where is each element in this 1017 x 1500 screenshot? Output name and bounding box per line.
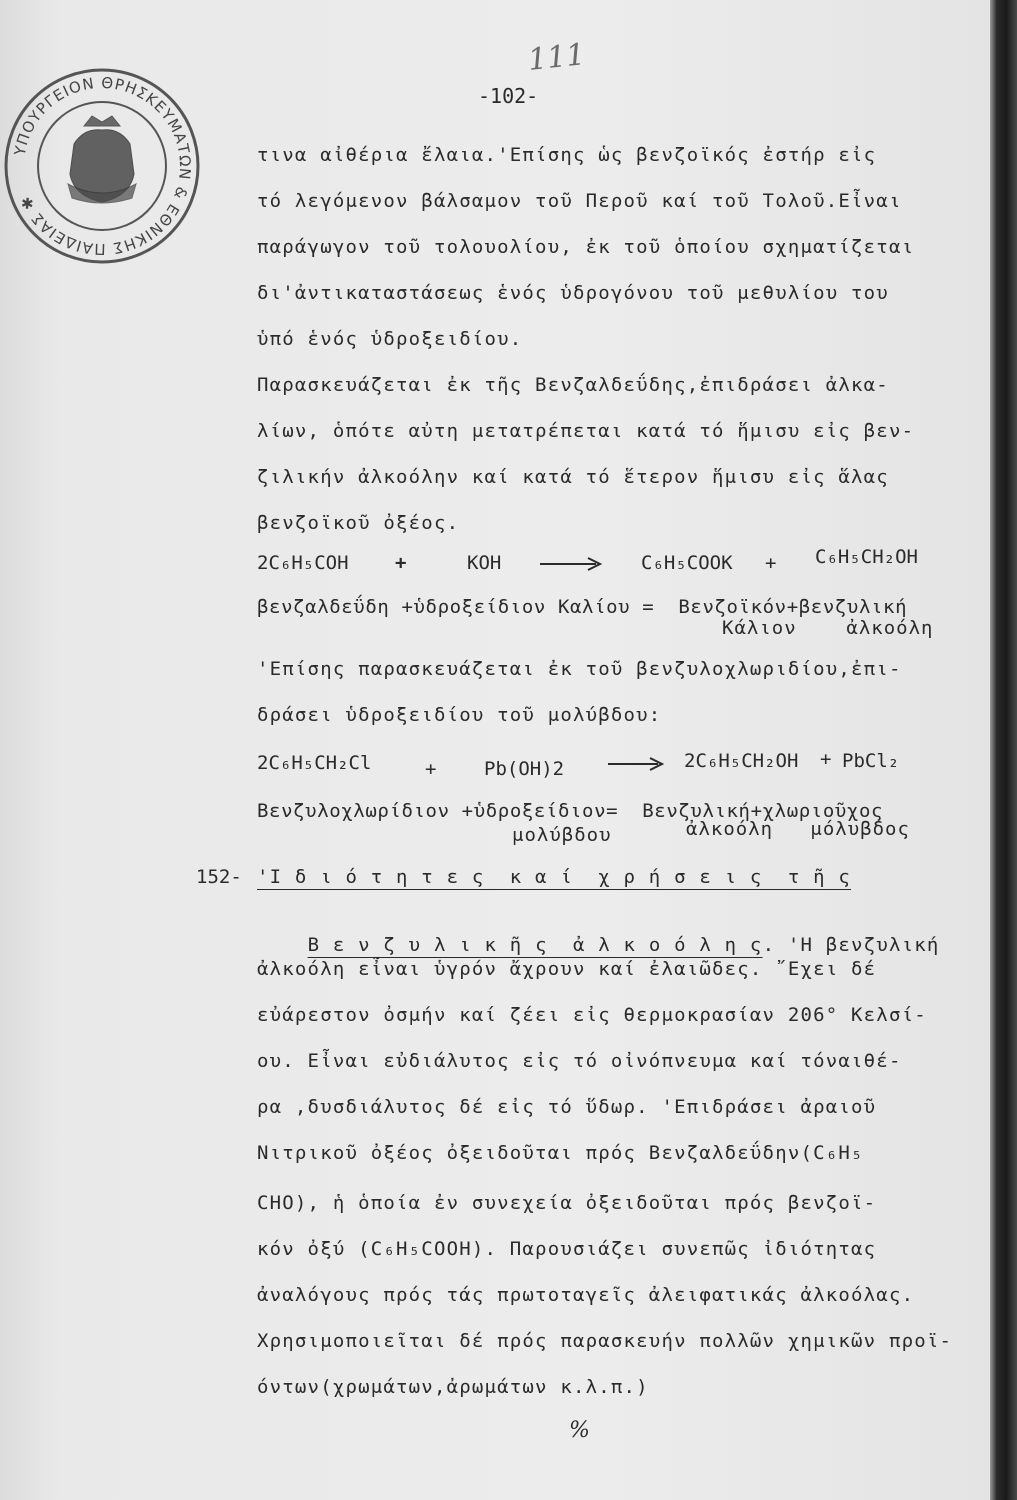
text-line: τινα αἰθέρια ἔλαια.'Επίσης ὡς βενζοϊκός ἐστήρ εἰς [257, 144, 877, 166]
text-line: ζιλικήν ἀλκοόλην καί κατά τό ἕτερον ἥμισυ εἰς ἅλας [257, 466, 889, 488]
official-seal [2, 66, 202, 266]
text-line: ου. Εἶναι εὐδιάλυτος εἰς τό οἰνόπνευμα καί τόναιθέ- [257, 1050, 902, 1072]
text-line: Νιτρικοῦ ὀξέος ὀξειδοῦται πρός Βενζαλδεΰδην(C₆H₅ [257, 1142, 864, 1164]
eq1-names: βενζαλδεΰδη +ὑδροξείδιον Καλίου = Βενζοϊκόν+βενζυλική [257, 596, 908, 618]
section-number: 152- [196, 866, 242, 888]
handwritten-folio-number: 111 [526, 37, 587, 78]
reaction-arrow-icon [540, 556, 602, 572]
svg-text:ΥΠΟΥΡΓΕΙΟΝ ΘΡΗΣΚΕΥΜΑΤΩΝ & ΕΘΝΙ: ΥΠΟΥΡΓΕΙΟΝ ΘΡΗΣΚΕΥΜΑΤΩΝ & ΕΘΝΙΚΗΣ ΠΑΙΔΕΙΑΣ ✱ [10, 73, 195, 259]
eq1-plus: + [395, 552, 407, 574]
eq1-reactant2: KOH [467, 552, 502, 574]
section-title: Β ε ν ζ υ λ ι κ ῆ ς ἀ λ κ ο ό λ η ς [307, 934, 763, 956]
text-line: ἀναλόγους πρός τάς πρωτοταγεῖς ἀλειφατικάς ἀλκοόλας. [257, 1284, 915, 1306]
eq2-plus: + [820, 748, 832, 770]
text-line: δι'ἀντικαταστάσεως ἑνός ὑδρογόνου τοῦ μεθυλίου του [257, 282, 889, 304]
eq2-product1: 2C₆H₅CH₂OH [684, 750, 799, 772]
eq2-names: Βενζυλοχλωρίδιον +ὑδροξείδιον= Βενζυλική+χλωριοῦχος [257, 800, 884, 822]
page-number: -102- [478, 84, 539, 108]
eq1-reactant1: 2C₆H₅COH [257, 552, 349, 574]
footer-mark: % [569, 1418, 590, 1443]
eq2-names-sub: ἀλκοόλη μόλυβδος [686, 818, 910, 840]
text-line: CHO), ἡ ὁποία ἐν συνεχεία ὀξειδοῦται πρός βενζοϊ- [257, 1192, 877, 1214]
eq1-product2: C₆H₅CH₂OH [815, 546, 918, 568]
eq2-reactant2: Pb(OH)2 [484, 758, 565, 780]
section-title: 'Ι δ ι ό τ η τ ε ς κ α ί χ ρ ή σ ε ι ς τ ῆ ς [257, 866, 852, 888]
text-line: ἀλκοόλη εἶναι ὑγρόν ἄχρουν καί ἐλαιῶδες. ῎Εχει δέ [257, 958, 877, 980]
text-line: ρα ,δυσδιάλυτος δέ εἰς τό ὕδωρ. 'Επιδράσει ἀραιοῦ [257, 1096, 877, 1118]
text-line: λίων, ὁπότε αὐτη μετατρέπεται κατά τό ἥμισυ εἰς βεν- [257, 420, 915, 442]
eq2-names-sub: μολύβδου [512, 824, 612, 846]
eq2-plus: + [425, 758, 437, 780]
eq1-names-sub: Κάλιον ἀλκοόλη [722, 617, 934, 639]
text-line: Παρασκευάζεται ἐκ τῆς Βενζαλδεΰδης,ἐπιδράσει ἀλκα- [257, 374, 889, 396]
text-line: 'Επίσης παρασκευάζεται ἐκ τοῦ βενζυλοχλωριδίου,ἐπι- [257, 658, 902, 680]
text-line: τό λεγόμενον βάλσαμον τοῦ Περοῦ καί τοῦ Τολοῦ.Εἶναι [257, 190, 902, 212]
text-line: κόν ὀξύ (C₆H₅COOH). Παρουσιάζει συνεπῶς ἰδιότητας [257, 1238, 877, 1260]
text-line: βενζοϊκοῦ ὀξέος. [257, 512, 460, 534]
binding-edge [990, 0, 1017, 1500]
text-line: Χρησιμοποιεῖται δέ πρός παρασκευήν πολλῶν χημικῶν προϊ- [257, 1330, 953, 1352]
text-line: παράγωγον τοῦ τολουολίου, ἐκ τοῦ ὁποίου σχηματίζεται [257, 236, 915, 258]
text-line: όντων(χρωμάτων,ἀρωμάτων κ.λ.π.) [257, 1376, 649, 1398]
eq1-plus: + [765, 552, 777, 574]
text-line: εὐάρεστον ὀσμήν καί ζέει εἰς θερμοκρασίαν 206° Κελσί- [257, 1004, 927, 1026]
eq2-product2: PbCl₂ [842, 750, 900, 772]
eq2-reactant1: 2C₆H₅CH₂Cl [257, 752, 372, 774]
text-line: δράσει ὑδροξειδίου τοῦ μολύβδου: [257, 704, 662, 726]
eq1-product1: C₆H₅COOK [641, 552, 733, 574]
section-title-tail: . 'Η βενζυλική [762, 934, 940, 956]
text-line: ὑπό ἑνός ὑδροξειδίου. [257, 328, 523, 350]
reaction-arrow-icon [608, 756, 664, 772]
